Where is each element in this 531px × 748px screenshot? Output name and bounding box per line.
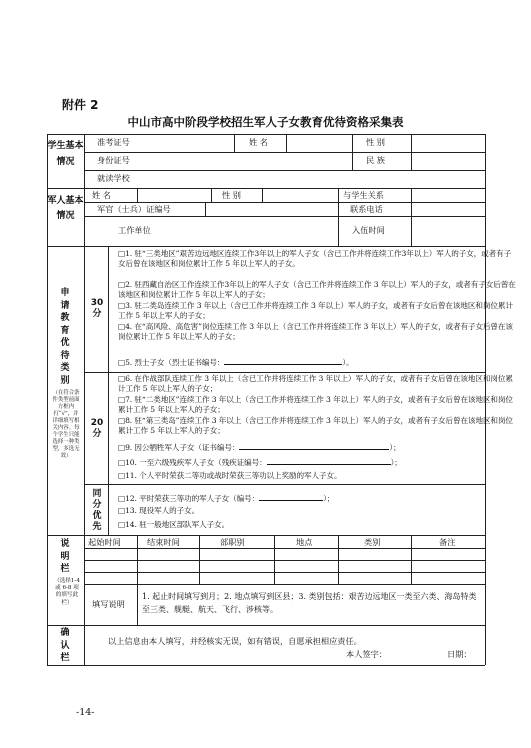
score-30: 30分 [90, 298, 104, 319]
option-14[interactable]: □14. 驻一般地区部队军人子女。 [118, 520, 230, 529]
student-name-label: 姓 名 [249, 137, 268, 147]
option-5[interactable] [118, 356, 518, 368]
option-10[interactable] [118, 456, 518, 468]
school-label: 就读学校 [97, 173, 130, 183]
option-11[interactable]: □11. 个人平时荣获二等功或战时荣获三等功以上奖励的军人子女。 [118, 471, 342, 480]
date-label[interactable]: 日期： [447, 649, 472, 659]
officer-no-label: 军官（士兵）证编号 [97, 204, 171, 214]
col-end-time: 结束时间 [147, 537, 180, 547]
option-9-blank[interactable] [239, 441, 389, 450]
option-6[interactable]: □6. 在作战部队连续工作 3 年以上（含已工作并将连续工作 3 年以上）军人的子女，或者有子女后曾在该地区和岗位累计工作 5 年以上军人的子女； [118, 374, 513, 394]
option-12-text: □12. 平时荣获三等功的军人子女（编号： [118, 494, 260, 503]
score-20: 20分 [90, 418, 104, 439]
student-gender-label: 性 别 [366, 137, 385, 147]
explain-section-label: 说明栏 [60, 539, 70, 574]
option-1[interactable]: □1. 驻“三类地区”艰苦边远地区连续工作3年以上的军人子女（含已工作并将连续工作3年以上）军人的子女，或者有子女后曾在该地区和岗位累计工作 5 年以上军人的子女。 [118, 249, 512, 269]
col-post: 部职别 [220, 537, 245, 547]
option-12[interactable] [118, 492, 518, 504]
option-5-blank[interactable] [224, 356, 342, 365]
apply-note: （在符合条件类型前面方框内打“√”，并详细填写相关内容。每个学生只能选择一种类型，多选无效） [52, 390, 80, 459]
confirm-statement: 以上信息由本人填写，并经核实无误，如有错误，自愿承担相应责任。 [108, 636, 362, 646]
explain-note: （选择1-4 或 6-8 项的填写此栏） [54, 578, 80, 606]
option-9[interactable] [118, 441, 518, 453]
option-10-text: □10. 一至六级残疾军人子女（残疾证编号： [118, 458, 267, 467]
enlist-time-label: 入伍时间 [352, 225, 385, 235]
unit-label: 工作单位 [118, 225, 151, 235]
exam-no-label: 准考证号 [97, 137, 130, 147]
option-4[interactable]: □4. 在“高风险、高危害”岗位连续工作 3 年以上（含已工作并将连续工作 3 年以上）军人的子女，或者有子女后曾在该岗位累计工作 5 年以上军人的子女； [118, 322, 513, 342]
option-12-blank[interactable] [259, 492, 323, 501]
soldier-gender-label: 性 别 [222, 190, 241, 200]
option-5-tail: ）。 [342, 358, 354, 367]
option-10-blank[interactable] [267, 456, 391, 465]
fill-instructions-label: 填写说明 [92, 599, 125, 609]
ethnicity-label: 民 族 [366, 155, 385, 165]
confirm-section-label: 确认栏 [60, 628, 70, 663]
apply-section-label: 申请教育优待类别 [60, 288, 70, 386]
form-title: 中山市高中阶段学校招生军人子女教育优待资格采集表 [127, 115, 404, 129]
col-remark: 备注 [439, 537, 456, 547]
option-9-text: □9. 因公牺牲军人子女（证书编号： [118, 443, 240, 452]
option-7[interactable]: □7. 驻“二类地区”连续工作 3 年以上（含已工作并将连续工作 3 年以上）军人的子女，或者有子女后曾在该地区和岗位累计工作 5 年以上军人的子女； [118, 395, 513, 415]
fill-instructions-text: 1. 起止时间填写到月；2. 地点填写到区县；3. 类别包括：艰苦边远地区一类至六类、海岛特类至三类、舰艇、航天、飞行、涉核等。 [142, 592, 477, 614]
option-13[interactable]: □13. 现役军人的子女。 [118, 506, 200, 515]
phone-label: 联系电话 [350, 204, 383, 214]
score-same-priority: 同分优先 [92, 489, 102, 532]
option-2[interactable]: □2. 驻西藏自治区工作连续工作3年以上的军人子女（含已工作并将连续工作 3 年以上）军人的子女，或者有子女后曾在该地区和岗位累计工作 5 年以上军人的子女； [118, 280, 516, 300]
col-location: 地点 [296, 537, 313, 547]
id-no-label: 身份证号 [97, 155, 130, 165]
col-start-time: 起始时间 [88, 537, 121, 547]
signature-label[interactable]: 本人签字： [346, 649, 387, 659]
soldier-name-label: 姓 名 [92, 190, 111, 200]
col-category: 类别 [364, 537, 381, 547]
option-3[interactable]: □3. 驻二类岛连续工作 3 年以上（含已工作并将连续工作 3 年以上）军人的子女，或者有子女后曾在该地区和岗位累计工作 5 年以上军人的子女； [118, 301, 513, 321]
option-8[interactable]: □8. 驻“第三类岛”连续工作 3 年以上（含已工作并将连续工作 3 年以上）军人的子女，或者有子女后曾在该地区和岗位累计工作 5 年以上军人的子女； [118, 416, 513, 436]
option-10-tail: ）； [390, 458, 402, 467]
soldier-section-label: 军人基本情况 [47, 196, 84, 221]
page-number: -14- [76, 707, 95, 718]
relation-label: 与学生关系 [343, 190, 384, 200]
option-12-tail: ）； [323, 494, 335, 503]
option-9-tail: ）； [389, 443, 401, 452]
student-section-label: 学生基本情况 [47, 141, 84, 167]
attachment-label: 附件 2 [62, 98, 99, 112]
option-5-text: □5. 烈士子女（烈士证书编号： [118, 358, 225, 367]
